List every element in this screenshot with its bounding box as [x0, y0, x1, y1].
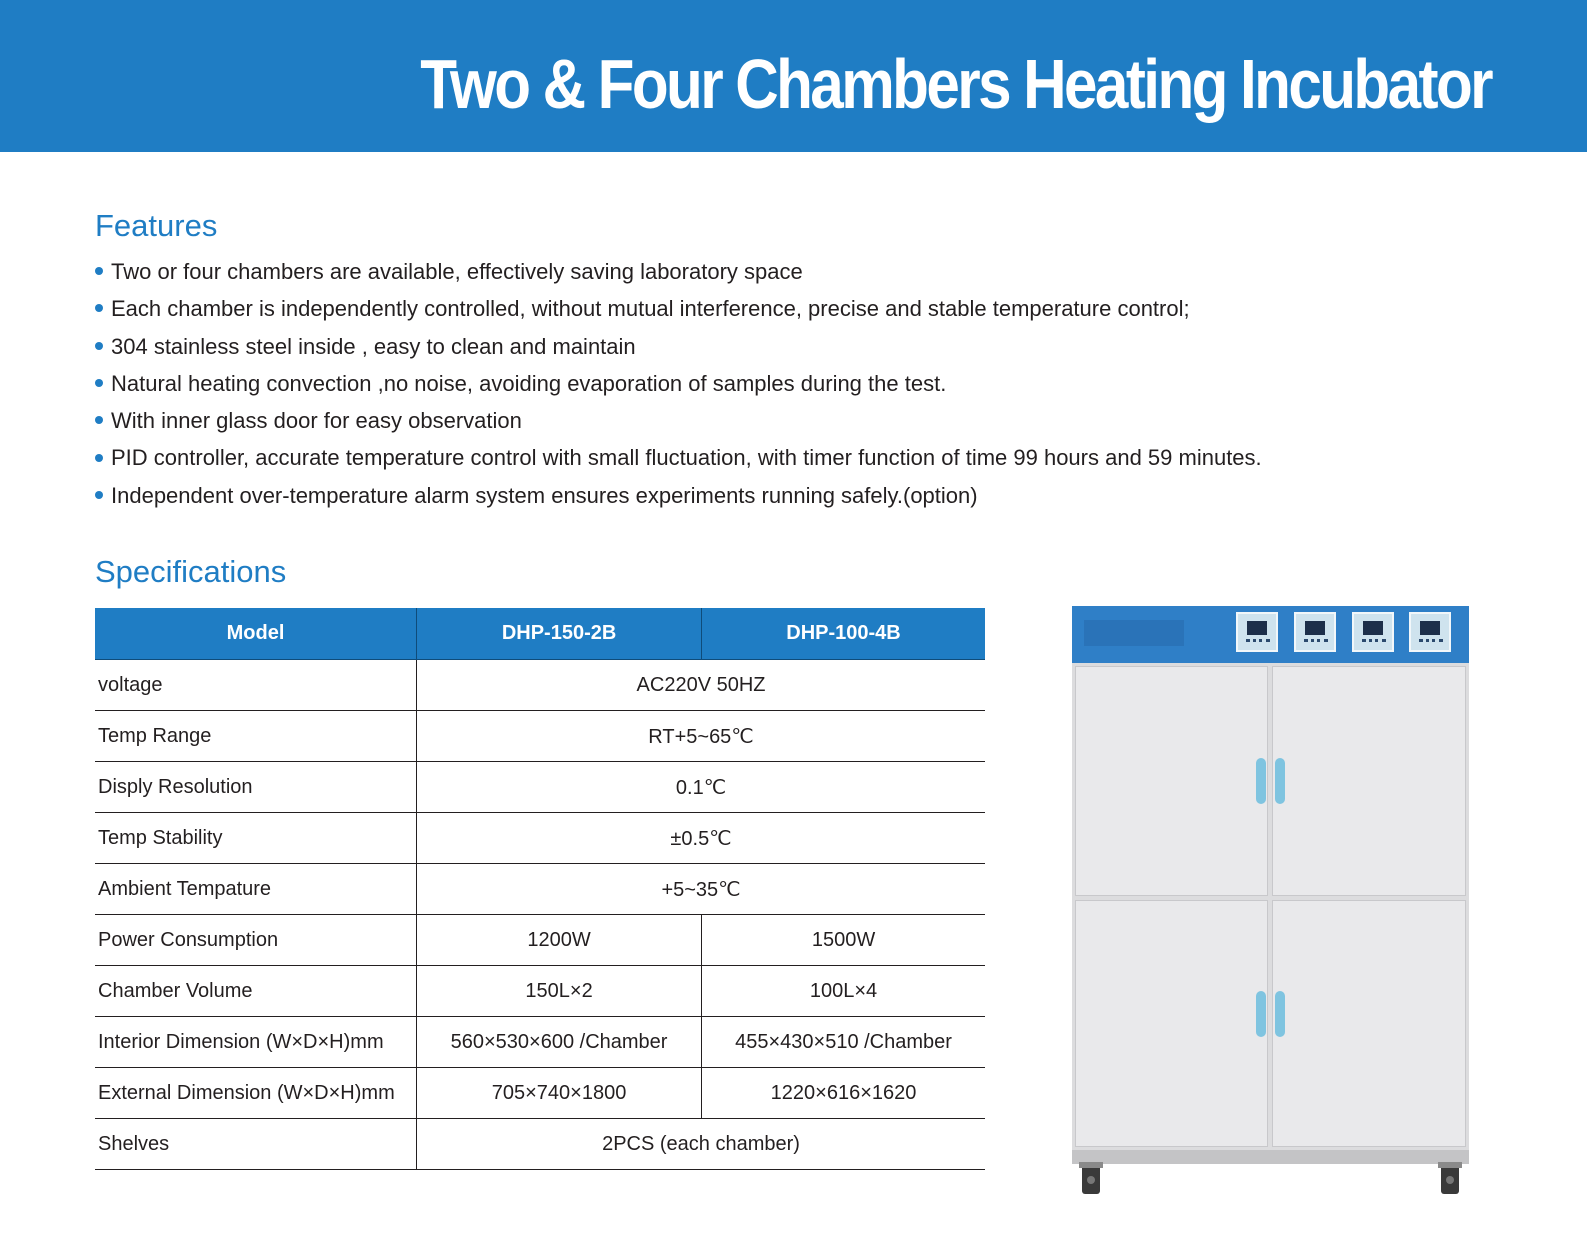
- header-dhp-150-2b: DHP-150-2B: [417, 608, 702, 660]
- chamber-door: [1075, 666, 1268, 896]
- spec-label: External Dimension (W×D×H)mm: [95, 1068, 417, 1119]
- table-row: [95, 813, 985, 864]
- bullet-icon: [95, 491, 103, 499]
- spec-value: AC220V 50HZ: [417, 660, 985, 711]
- spec-value: 2PCS (each chamber): [417, 1119, 985, 1170]
- spec-value: 1220×616×1620: [702, 1068, 985, 1119]
- feature-item: [95, 402, 1262, 439]
- bullet-icon: [95, 267, 103, 275]
- bullet-icon: [95, 454, 103, 462]
- feature-text: 304 stainless steel inside , easy to clean and maintain: [111, 333, 636, 359]
- spec-label: Temp Range: [95, 711, 417, 762]
- chamber-door: [1272, 900, 1466, 1147]
- spec-value: 455×430×510 /Chamber: [702, 1017, 985, 1068]
- incubator-illustration: [1072, 606, 1469, 1196]
- chamber-door: [1075, 900, 1268, 1147]
- spec-label: Disply Resolution: [95, 762, 417, 813]
- door-handle-icon: [1275, 758, 1285, 804]
- spec-value: 705×740×1800: [417, 1068, 702, 1119]
- controller-display-icon: [1352, 612, 1394, 652]
- spec-label: Power Consumption: [95, 915, 417, 966]
- spec-label: Shelves: [95, 1119, 417, 1170]
- feature-item: [95, 365, 1262, 402]
- bullet-icon: [95, 304, 103, 312]
- table-row: [95, 966, 985, 1017]
- table-row: [95, 1119, 985, 1170]
- feature-text: With inner glass door for easy observation: [111, 408, 522, 434]
- caster-wheel-icon: [1441, 1162, 1459, 1194]
- specifications-heading: Specifications: [95, 554, 287, 589]
- table-row: [95, 711, 985, 762]
- table-row: [95, 1017, 985, 1068]
- feature-item: [95, 439, 1262, 476]
- spec-label: Temp Stability: [95, 813, 417, 864]
- feature-text: Natural heating convection ,no noise, avoiding evaporation of samples during the test.: [111, 370, 947, 396]
- door-handle-icon: [1256, 991, 1266, 1037]
- page-title: Two & Four Chambers Heating Incubator: [420, 45, 1491, 123]
- feature-text: Independent over-temperature alarm system ensures experiments running safely.(option): [111, 482, 978, 508]
- bullet-icon: [95, 416, 103, 424]
- cabinet-base: [1072, 1150, 1469, 1164]
- table-row: [95, 762, 985, 813]
- spec-value: 560×530×600 /Chamber: [417, 1017, 702, 1068]
- header-model: Model: [95, 608, 417, 660]
- controller-display-icon: [1409, 612, 1451, 652]
- table-row: [95, 660, 985, 711]
- features-list: [95, 253, 1262, 514]
- controller-display-icon: [1294, 612, 1336, 652]
- spec-label: Ambient Tempature: [95, 864, 417, 915]
- table-row: [95, 864, 985, 915]
- feature-text: Each chamber is independently controlled, without mutual interference, precise and stable temperature control;: [111, 296, 1190, 322]
- header-dhp-100-4b: DHP-100-4B: [702, 608, 985, 660]
- spec-value: ±0.5℃: [417, 813, 985, 864]
- spec-label: voltage: [95, 660, 417, 711]
- door-handle-icon: [1275, 991, 1285, 1037]
- feature-text: PID controller, accurate temperature control with small fluctuation, with timer function of time 99 hours and 59 minutes.: [111, 445, 1262, 471]
- feature-item: [95, 477, 1262, 514]
- table-row: [95, 1068, 985, 1119]
- spec-label: Interior Dimension (W×D×H)mm: [95, 1017, 417, 1068]
- spec-value: 1200W: [417, 915, 702, 966]
- spec-value: 150L×2: [417, 966, 702, 1017]
- cabinet-body: [1072, 663, 1469, 1150]
- spec-value: 0.1℃: [417, 762, 985, 813]
- door-handle-icon: [1256, 758, 1266, 804]
- bullet-icon: [95, 379, 103, 387]
- feature-text: Two or four chambers are available, effectively saving laboratory space: [111, 259, 803, 284]
- control-panel: [1072, 606, 1469, 663]
- feature-item: [95, 328, 1262, 365]
- chamber-door: [1272, 666, 1466, 896]
- spec-value: RT+5~65℃: [417, 711, 985, 762]
- spec-value: +5~35℃: [417, 864, 985, 915]
- specifications-table: [95, 608, 985, 1170]
- feature-item: [95, 253, 1262, 290]
- features-heading: Features: [95, 208, 218, 243]
- spec-label: Chamber Volume: [95, 966, 417, 1017]
- spec-value: 100L×4: [702, 966, 985, 1017]
- bullet-icon: [95, 342, 103, 350]
- spec-value: 1500W: [702, 915, 985, 966]
- controller-display-icon: [1236, 612, 1278, 652]
- table-header-row: [95, 608, 985, 660]
- caster-wheel-icon: [1082, 1162, 1100, 1194]
- feature-item: [95, 290, 1262, 327]
- header-banner: [0, 0, 1587, 152]
- table-row: [95, 915, 985, 966]
